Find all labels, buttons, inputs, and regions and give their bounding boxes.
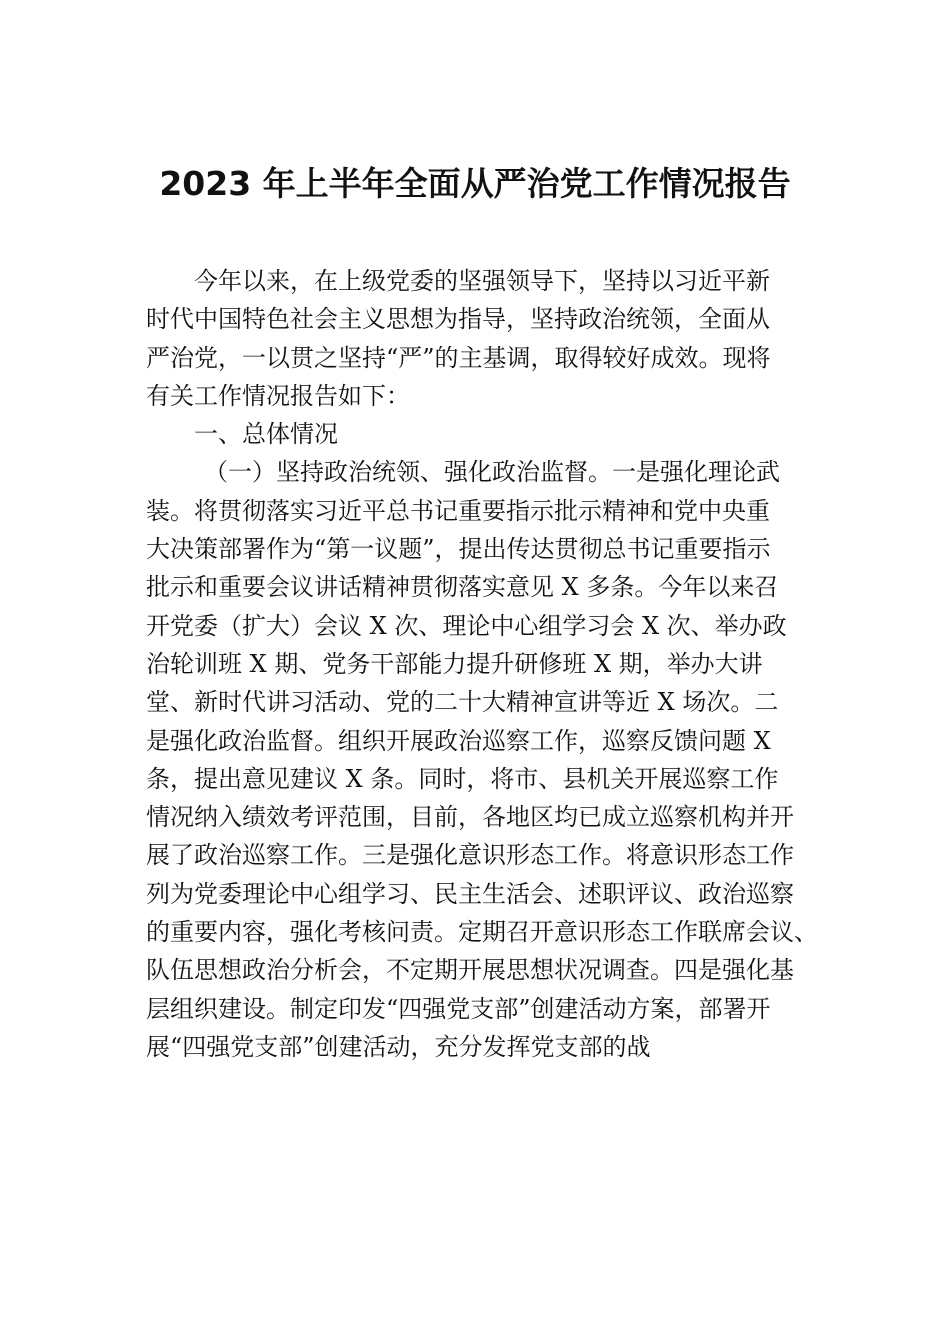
paragraph-line: 有关工作情况报告如下：: [146, 381, 410, 410]
document-body: [146, 262, 826, 1066]
paragraph-line: 情况纳入绩效考评范围，目前，各地区均已成立巡察机构并开: [146, 803, 794, 832]
paragraph-line: 是强化政治监督。组织开展政治巡察工作，巡察反馈问题 X: [146, 726, 771, 755]
paragraph-line: 的重要内容，强化考核问责。定期召开意识形态工作联席会议、: [146, 918, 818, 947]
paragraph-line: 列为党委理论中心组学习、民主生活会、述职评议、政治巡察: [146, 879, 794, 908]
paragraph-line: 开党委（扩大）会议 X 次、理论中心组学习会 X 次、举办政: [146, 611, 787, 640]
paragraph-line: 今年以来，在上级党委的坚强领导下，坚持以习近平新: [194, 267, 770, 295]
paragraph-line: 时代中国特色社会主义思想为指导，坚持政治统领，全面从: [146, 305, 770, 334]
paragraph-line: 批示和重要会议讲话精神贯彻落实意见 X 多条。今年以来召: [146, 573, 779, 602]
paragraph-line: 装。将贯彻落实习近平总书记重要指示批示精神和党中央重: [146, 496, 770, 525]
paragraph-line: 治轮训班 X 期、党务干部能力提升研修班 X 期，举办大讲: [146, 649, 763, 678]
paragraph-line: 堂、新时代讲习活动、党的二十大精神宣讲等近 X 场次。二: [146, 688, 779, 717]
paragraph-line: （一）坚持政治统领、强化政治监督。一是强化理论武: [204, 458, 780, 487]
document-title: 2023 年上半年全面从严治党工作情况报告: [159, 164, 791, 203]
paragraph-line: 大决策部署作为“第一议题”，提出传达贯彻总书记重要指示: [146, 535, 771, 564]
paragraph-line: 展了政治巡察工作。三是强化意识形态工作。将意识形态工作: [146, 841, 794, 870]
paragraph-line: 层组织建设。制定印发“四强党支部”创建活动方案，部署开: [146, 994, 771, 1023]
paragraph-line: 严治党，一以贯之坚持“严”的主基调，取得较好成效。现将: [146, 343, 771, 372]
paragraph-line: 展“四强党支部”创建活动，充分发挥党支部的战: [146, 1032, 651, 1061]
section-heading: 一、总体情况: [194, 420, 338, 449]
paragraph-line: 条，提出意见建议 X 条。同时，将市、县机关开展巡察工作: [146, 764, 779, 793]
paragraph-line: 队伍思想政治分析会，不定期开展思想状况调查。四是强化基: [146, 956, 794, 985]
